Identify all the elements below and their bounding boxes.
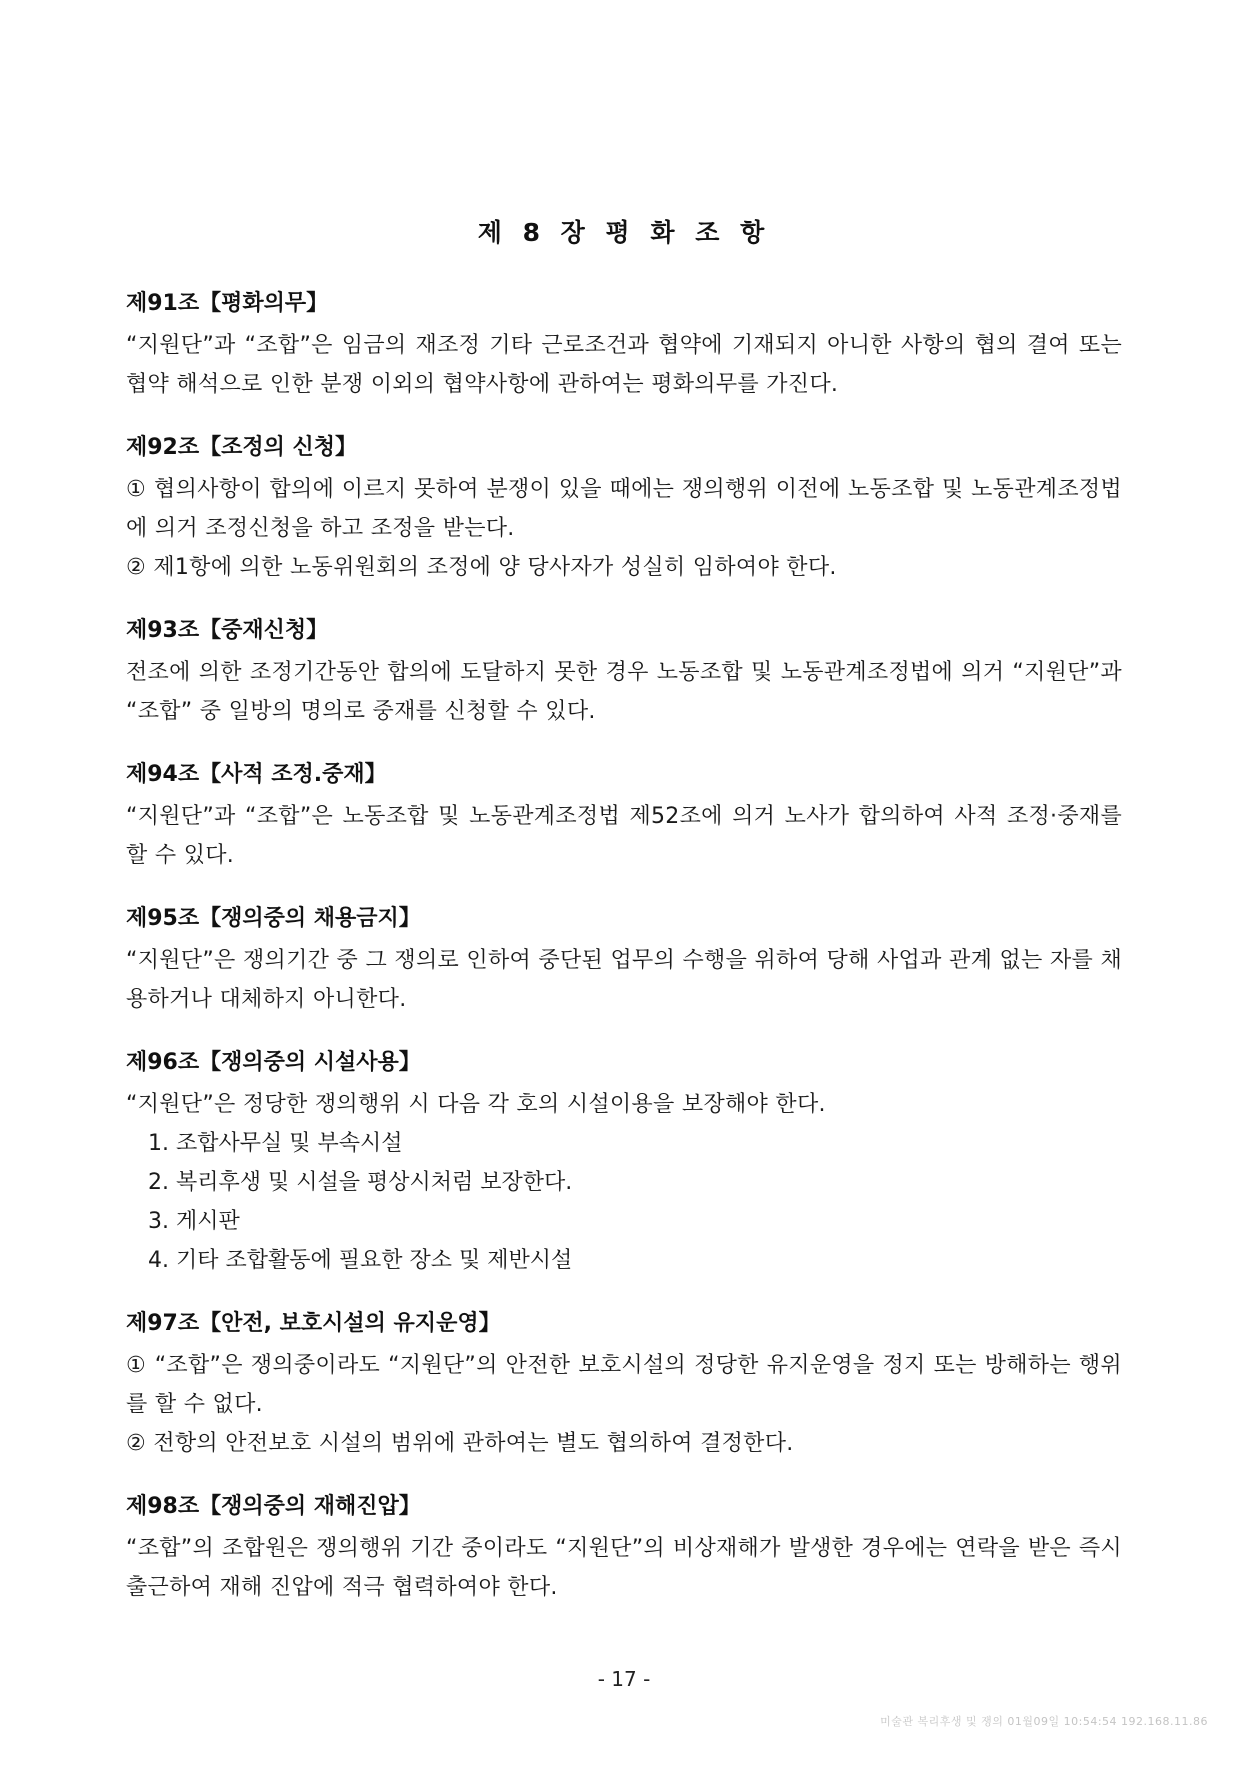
article-heading: 제91조【평화의무】 bbox=[126, 291, 329, 316]
article-heading: 제93조【중재신청】 bbox=[126, 618, 329, 643]
list-item: 1. 조합사무실 및 부속시설 bbox=[148, 1131, 403, 1156]
article-paragraph: “지원단”은 정당한 쟁의행위 시 다음 각 호의 시설이용을 보장해야 한다. bbox=[126, 1092, 826, 1117]
article-paragraph: ② 전항의 안전보호 시설의 범위에 관하여는 별도 협의하여 결정한다. bbox=[126, 1431, 794, 1456]
print-stamp: 미술관 복리후생 및 쟁의 01월09일 10:54:54 192.168.11.86 bbox=[880, 1715, 1208, 1728]
list-item: 4. 기타 조합활동에 필요한 장소 및 제반시설 bbox=[148, 1248, 573, 1273]
article-95 bbox=[126, 903, 1122, 1019]
article-98 bbox=[126, 1491, 1122, 1607]
article-paragraph: “조합”의 조합원은 쟁의행위 기간 중이라도 “지원단”의 비상재해가 발생한 경우에는 연락을 받은 즉시 출근하여 재해 진압에 적극 협력하여야 한다. bbox=[126, 1536, 1122, 1600]
article-heading: 제92조【조정의 신청】 bbox=[126, 435, 358, 460]
article-heading: 제95조【쟁의중의 채용금지】 bbox=[126, 906, 421, 931]
list-item: 3. 게시판 bbox=[148, 1209, 240, 1234]
article-paragraph: ① “조합”은 쟁의중이라도 “지원단”의 안전한 보호시설의 정당한 유지운영을 정지 또는 방해하는 행위를 할 수 없다. bbox=[126, 1353, 1122, 1417]
article-91 bbox=[126, 288, 1122, 404]
article-paragraph: “지원단”은 쟁의기간 중 그 쟁의로 인하여 중단된 업무의 수행을 위하여 당해 사업과 관계 없는 자를 채용하거나 대체하지 아니한다. bbox=[126, 948, 1122, 1012]
article-heading: 제98조【쟁의중의 재해진압】 bbox=[126, 1494, 421, 1519]
chapter-title: 제 8 장 평 화 조 항 bbox=[477, 218, 771, 247]
article-paragraph: “지원단”과 “조합”은 임금의 재조정 기타 근로조건과 협약에 기재되지 아니한 사항의 협의 결여 또는 협약 해석으로 인한 분쟁 이외의 협약사항에 관하여는 평화의무를 가진다. bbox=[126, 333, 1122, 397]
article-heading: 제96조【쟁의중의 시설사용】 bbox=[126, 1050, 421, 1075]
article-paragraph: “지원단”과 “조합”은 노동조합 및 노동관계조정법 제52조에 의거 노사가 합의하여 사적 조정·중재를 할 수 있다. bbox=[126, 804, 1122, 868]
article-paragraph: ① 협의사항이 합의에 이르지 못하여 분쟁이 있을 때에는 쟁의행위 이전에 노동조합 및 노동관계조정법에 의거 조정신청을 하고 조정을 받는다. bbox=[126, 477, 1122, 541]
article-heading: 제94조【사적 조정.중재】 bbox=[126, 762, 387, 787]
article-97 bbox=[126, 1308, 1122, 1463]
article-96 bbox=[126, 1047, 1122, 1280]
list-item: 2. 복리후생 및 시설을 평상시처럼 보장한다. bbox=[148, 1170, 573, 1195]
article-93 bbox=[126, 615, 1122, 731]
article-94 bbox=[126, 759, 1122, 875]
article-paragraph: ② 제1항에 의한 노동위원회의 조정에 양 당사자가 성실히 임하여야 한다. bbox=[126, 555, 837, 580]
page-number: - 17 - bbox=[597, 1667, 651, 1691]
article-92 bbox=[126, 432, 1122, 587]
article-heading: 제97조【안전, 보호시설의 유지운영】 bbox=[126, 1311, 501, 1336]
article-paragraph: 전조에 의한 조정기간동안 합의에 도달하지 못한 경우 노동조합 및 노동관계조정법에 의거 “지원단”과 “조합” 중 일방의 명의로 중재를 신청할 수 있다. bbox=[126, 660, 1122, 724]
document-body bbox=[126, 288, 1122, 1635]
